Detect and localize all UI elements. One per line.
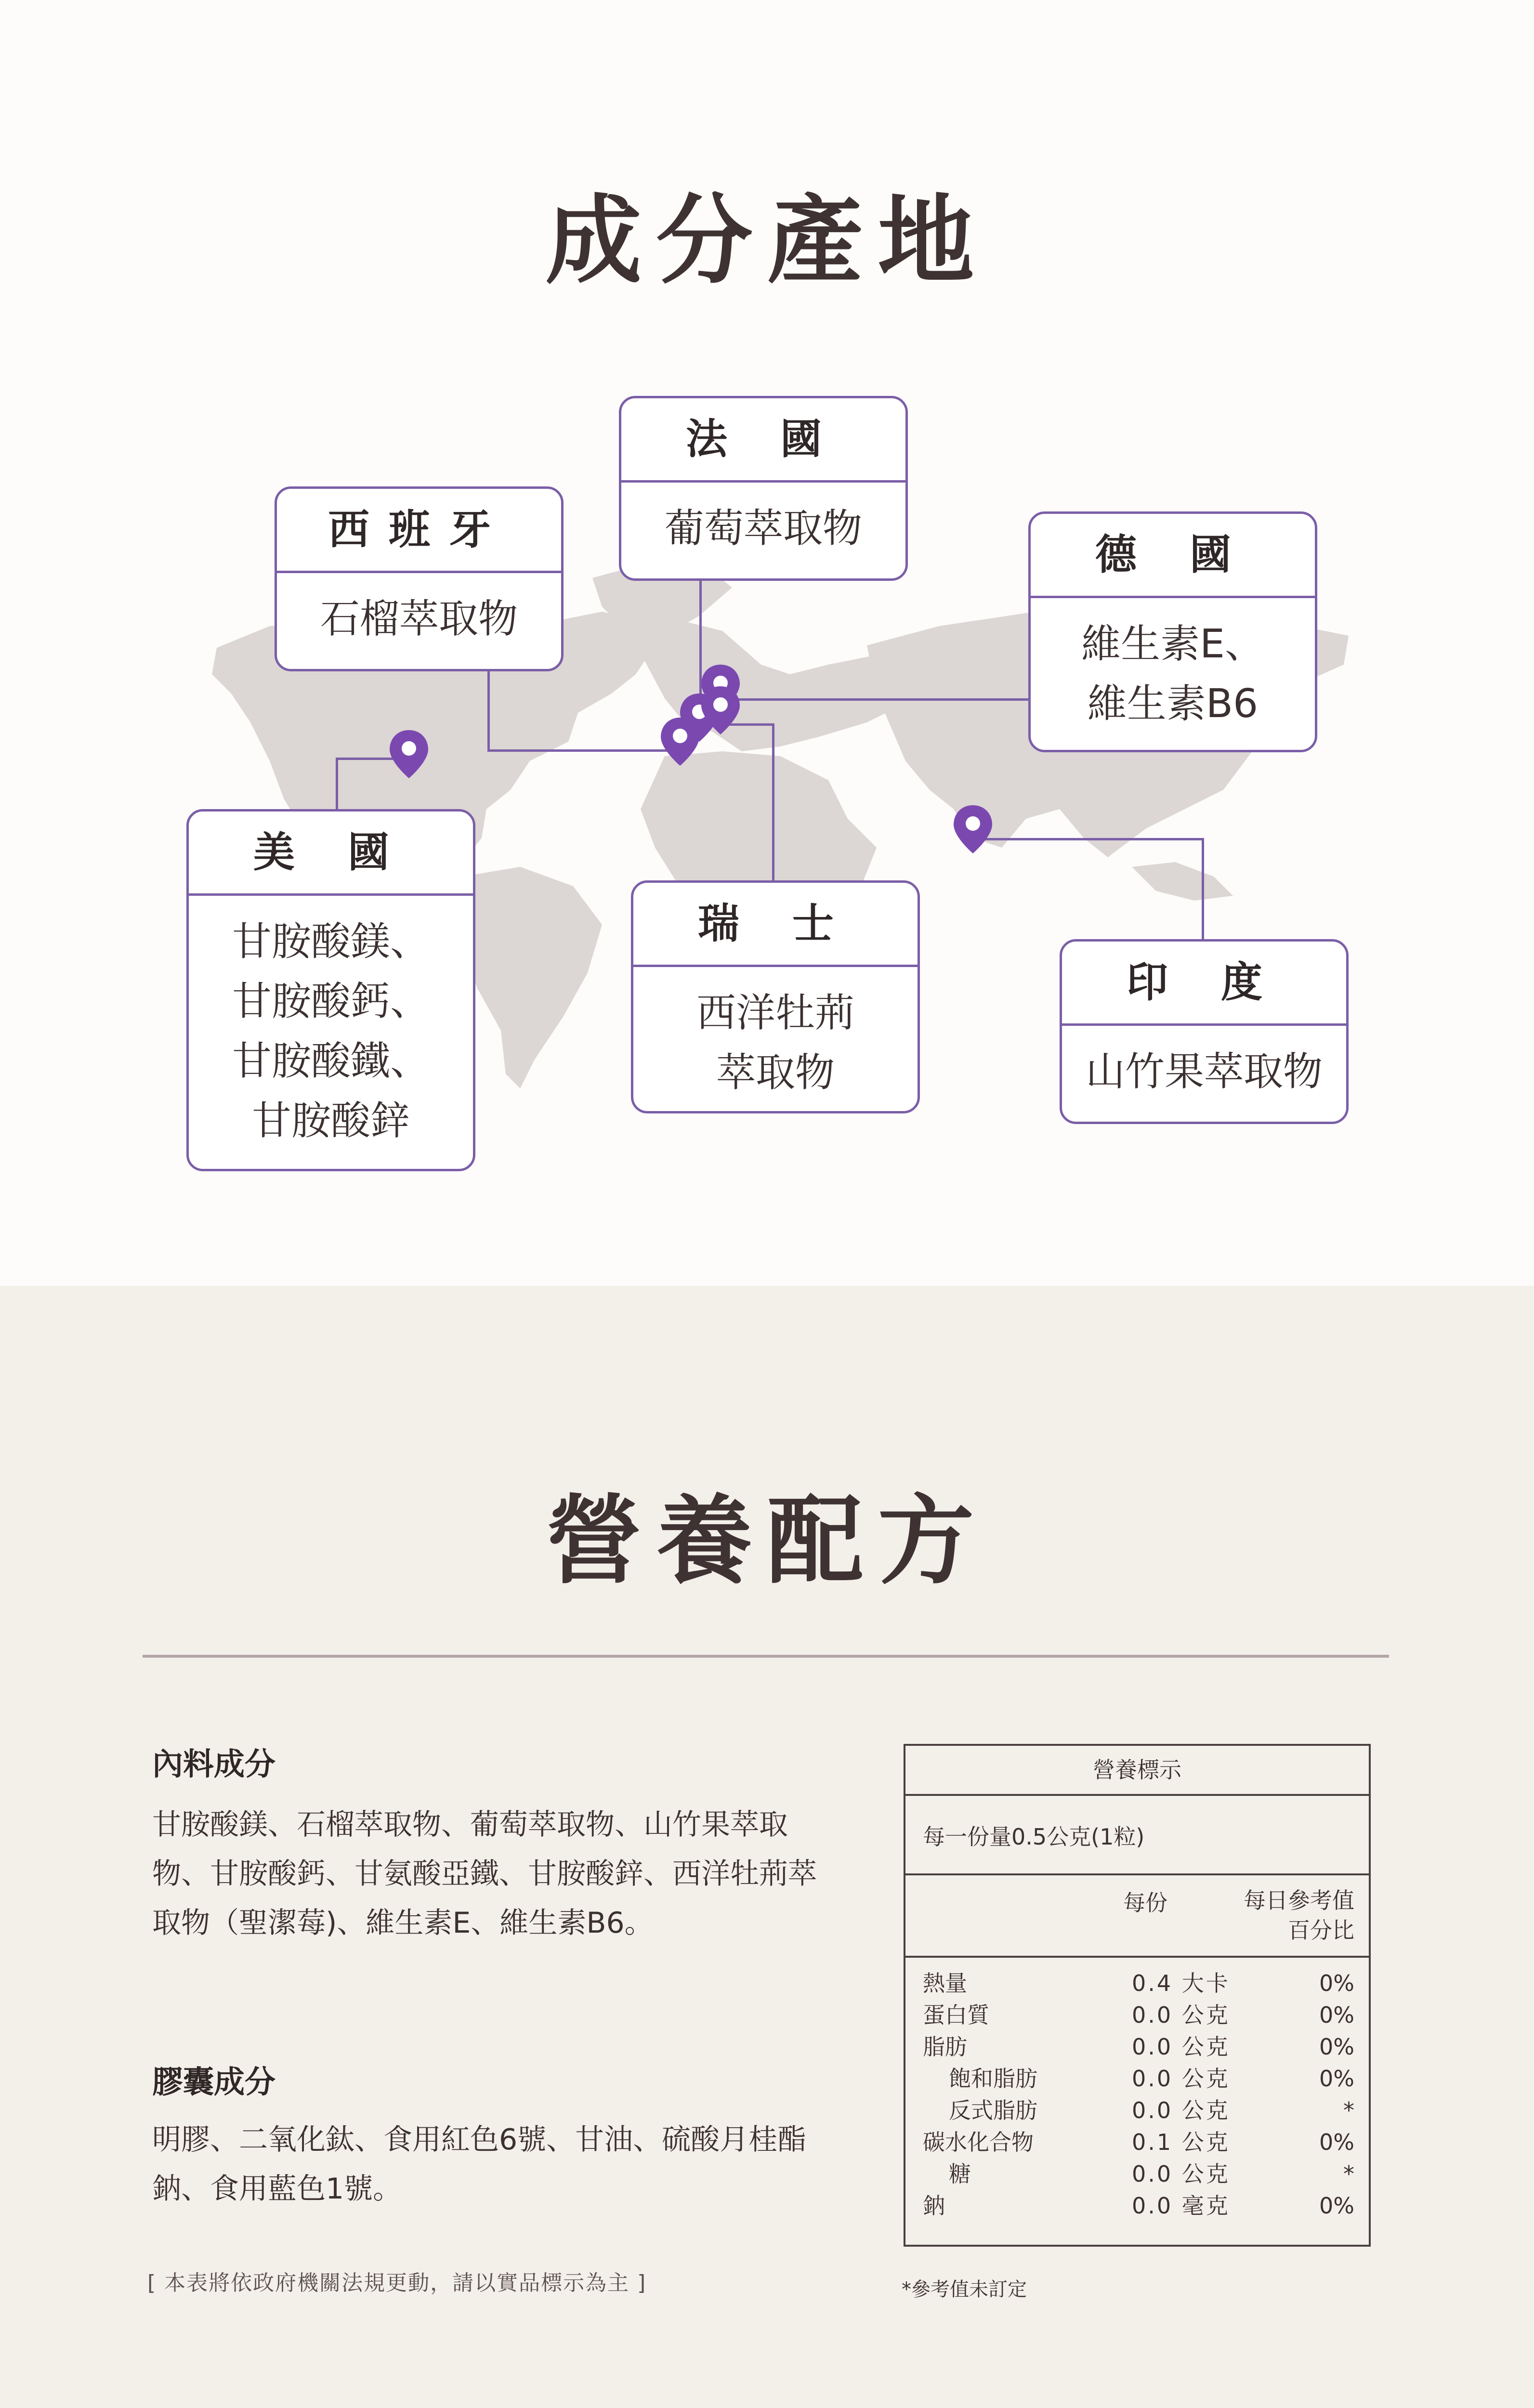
table-divider (905, 1956, 1369, 1958)
pin-spain-icon (661, 718, 699, 766)
nutrition-table (904, 1744, 1371, 2247)
nutrition-title: 營養配方 (545, 1485, 989, 1597)
nutrient-pct: 0% (1319, 2034, 1354, 2060)
col-daily-line1: 每日參考值 (1244, 1887, 1354, 1913)
country-item: 葡萄萃取物 (664, 506, 862, 551)
nutrient-pct: 0% (1319, 2193, 1354, 2219)
table-divider (905, 1873, 1369, 1875)
capsule-ingredients: 明膠、二氧化鈦、食用紅色6號、甘油、硫酸月桂酯鈉、食用藍色1號。 (152, 2123, 807, 2206)
nutrient-value: 0.0 公克 (1132, 2002, 1230, 2028)
col-daily-value (1244, 1885, 1354, 1945)
country-name: 印 度 (1062, 942, 1346, 1026)
country-box-spain (275, 486, 564, 671)
country-box-swiss (631, 880, 920, 1113)
section-divider (143, 1655, 1389, 1658)
country-box-usa (186, 809, 475, 1171)
country-name: 德 國 (1031, 514, 1315, 598)
col-per-serving: 每份 (1123, 1890, 1167, 1916)
country-name: 法 國 (621, 398, 905, 483)
nutrient-value: 0.0 公克 (1132, 2066, 1230, 2092)
country-box-germany (1028, 511, 1317, 752)
nutrient-pct: 0% (1319, 1970, 1354, 1996)
table-row (905, 2190, 1369, 2222)
country-item: 甘胺酸鐵、 (232, 1038, 430, 1084)
nutrient-name: 熱量 (923, 1970, 967, 1996)
table-row (905, 2031, 1369, 2063)
country-name: 美 國 (189, 811, 473, 896)
nutrient-pct: 0% (1319, 2002, 1354, 2028)
nutrient-value: 0.0 毫克 (1132, 2193, 1230, 2219)
nutrient-value: 0.1 公克 (1132, 2129, 1230, 2155)
table-row (905, 2158, 1369, 2190)
country-name: 瑞 士 (633, 883, 918, 967)
nutrient-value: 0.0 公克 (1132, 2161, 1230, 2187)
country-item: 石榴萃取物 (320, 596, 518, 642)
table-row (905, 2126, 1369, 2158)
country-item: 維生素E、 (1081, 621, 1264, 667)
pin-usa-icon (390, 730, 428, 778)
nutrient-name: 鈉 (923, 2193, 945, 2219)
nutrient-pct: * (1343, 2161, 1354, 2187)
nutrient-pct: * (1343, 2097, 1354, 2123)
nutrient-name: 脂肪 (923, 2034, 967, 2060)
country-item: 萃取物 (716, 1050, 835, 1096)
nutrient-name: 糖 (949, 2161, 971, 2187)
col-daily-line2: 百分比 (1288, 1917, 1354, 1943)
nutrient-value: 0.0 公克 (1132, 2097, 1230, 2123)
table-title: 營養標示 (905, 1746, 1369, 1796)
nutrient-pct: 0% (1319, 2066, 1354, 2092)
country-item: 山竹果萃取物 (1085, 1049, 1323, 1095)
nutrient-value: 0.0 公克 (1132, 2034, 1230, 2060)
nutrient-name: 蛋白質 (923, 2002, 989, 2028)
nutrient-name: 飽和脂肪 (949, 2066, 1037, 2092)
table-footnote: *參考值未訂定 (902, 2278, 1027, 2301)
nutrient-value: 0.4 大卡 (1132, 1970, 1230, 1996)
serving-size: 每一份量0.5公克(1粒) (923, 1824, 1145, 1850)
inner-heading: 內料成分 (152, 1747, 275, 1782)
country-item: 甘胺酸鋅 (251, 1098, 410, 1144)
country-box-france (619, 396, 908, 581)
table-row (905, 2063, 1369, 2094)
country-item: 維生素B6 (1087, 681, 1259, 727)
capsule-heading: 膠囊成分 (152, 2065, 275, 2100)
country-item: 甘胺酸鎂、 (232, 919, 430, 965)
country-item: 甘胺酸鈣、 (232, 979, 430, 1024)
nutrient-name: 碳水化合物 (923, 2129, 1034, 2155)
nutrient-pct: 0% (1319, 2129, 1354, 2155)
origin-title: 成分產地 (545, 185, 989, 297)
country-item: 西洋牡荊 (696, 990, 854, 1036)
table-row (905, 1999, 1369, 2031)
table-row (905, 1967, 1369, 1999)
inner-ingredients: 甘胺酸鎂、石榴萃取物、葡萄萃取物、山竹果萃取物、甘胺酸鈣、甘氨酸亞鐵、甘胺酸鋅、西洋牡荊萃取物（聖潔莓)、維生素E、維生素B6。 (152, 1808, 817, 1940)
pin-india-icon (954, 805, 992, 853)
regulation-note: [ 本表將依政府機關法規更動，請以實品標示為主 ] (147, 2271, 647, 2295)
country-box-india (1060, 939, 1349, 1124)
table-row (905, 2094, 1369, 2126)
country-name: 西班牙 (277, 489, 561, 573)
nutrient-name: 反式脂肪 (949, 2097, 1037, 2123)
